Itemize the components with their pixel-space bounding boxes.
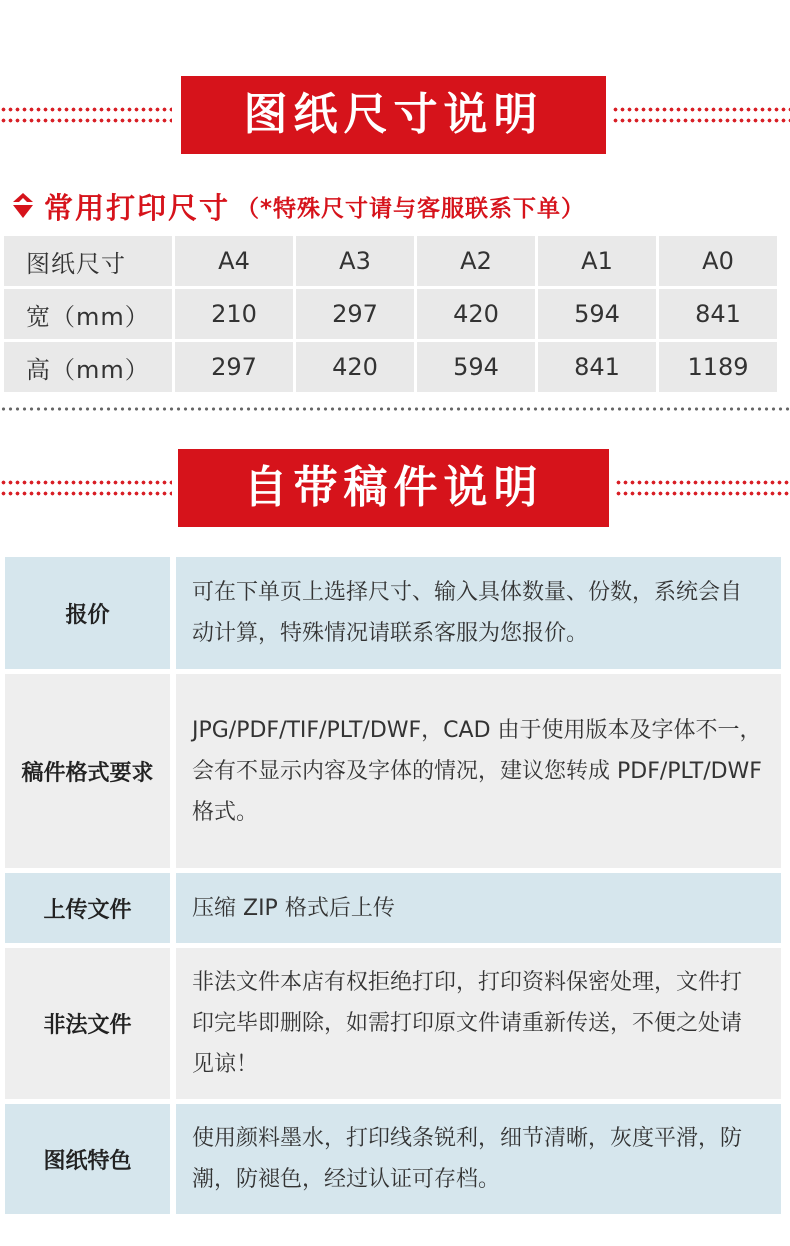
title-dots-left: [0, 479, 172, 486]
subtitle-main: 常用打印尺寸: [44, 190, 231, 225]
row-text: 压缩 ZIP 格式后上传: [176, 873, 781, 943]
table-cell: 420: [417, 289, 535, 339]
title-dots-right: [615, 490, 790, 497]
table-cell: A2: [417, 236, 535, 286]
row-text: JPG/PDF/TIF/PLT/DWF，CAD 由于使用版本及字体不一，会有不显示内容及字体的情况，建议您转成 PDF/PLT/DWF 格式。: [176, 674, 781, 868]
subtitle-note: （*特殊尺寸请与客服联系下单）: [236, 195, 586, 222]
table-cell: 841: [659, 289, 777, 339]
row-label: 上传文件: [5, 873, 170, 943]
row-label: 报价: [5, 557, 170, 669]
common-sizes-heading: [12, 186, 585, 226]
row-text: 可在下单页上选择尺寸、输入具体数量、份数，系统会自动计算，特殊情况请联系客服为您报价。: [176, 557, 781, 669]
manuscript-title-row: [0, 449, 790, 527]
table-row: [5, 557, 781, 669]
table-cell: A0: [659, 236, 777, 286]
title-dots-right: [615, 479, 790, 486]
row-text: 非法文件本店有权拒绝打印，打印资料保密处理，文件打印完毕即删除，如需打印原文件请重新传送，不便之处请见谅！: [176, 948, 781, 1099]
manuscript-section-title: 自带稿件说明: [178, 449, 609, 527]
table-row: [5, 873, 781, 943]
title-dots-right: [612, 106, 790, 113]
size-table-height-row: [4, 342, 777, 392]
table-row: [5, 948, 781, 1099]
table-cell: 594: [417, 342, 535, 392]
table-cell: A1: [538, 236, 656, 286]
table-cell: A4: [175, 236, 293, 286]
row-label: 稿件格式要求: [5, 674, 170, 868]
size-section-title: 图纸尺寸说明: [181, 76, 606, 154]
table-cell: 297: [175, 342, 293, 392]
table-row: [5, 1104, 781, 1214]
table-cell: 210: [175, 289, 293, 339]
table-cell: 1189: [659, 342, 777, 392]
table-cell: 图纸尺寸: [4, 236, 172, 286]
size-title-row: [0, 76, 790, 154]
size-table-width-row: [4, 289, 777, 339]
title-dots-right: [612, 117, 790, 124]
row-label: 非法文件: [5, 948, 170, 1099]
table-cell: 297: [296, 289, 414, 339]
red-down-arrow-icon: [12, 193, 34, 219]
paper-size-table: [4, 236, 777, 395]
table-cell: 高（mm）: [4, 342, 172, 392]
size-table-header-row: [4, 236, 777, 286]
table-row: [5, 674, 781, 868]
section-divider: [0, 406, 790, 412]
table-cell: A3: [296, 236, 414, 286]
title-dots-left: [0, 490, 172, 497]
table-cell: 宽（mm）: [4, 289, 172, 339]
table-cell: 841: [538, 342, 656, 392]
table-cell: 420: [296, 342, 414, 392]
manuscript-info-table: [5, 557, 781, 1219]
title-dots-left: [0, 106, 172, 113]
title-dots-left: [0, 117, 172, 124]
table-cell: 594: [538, 289, 656, 339]
row-text: 使用颜料墨水，打印线条锐利，细节清晰，灰度平滑，防潮，防褪色，经过认证可存档。: [176, 1104, 781, 1214]
row-label: 图纸特色: [5, 1104, 170, 1214]
